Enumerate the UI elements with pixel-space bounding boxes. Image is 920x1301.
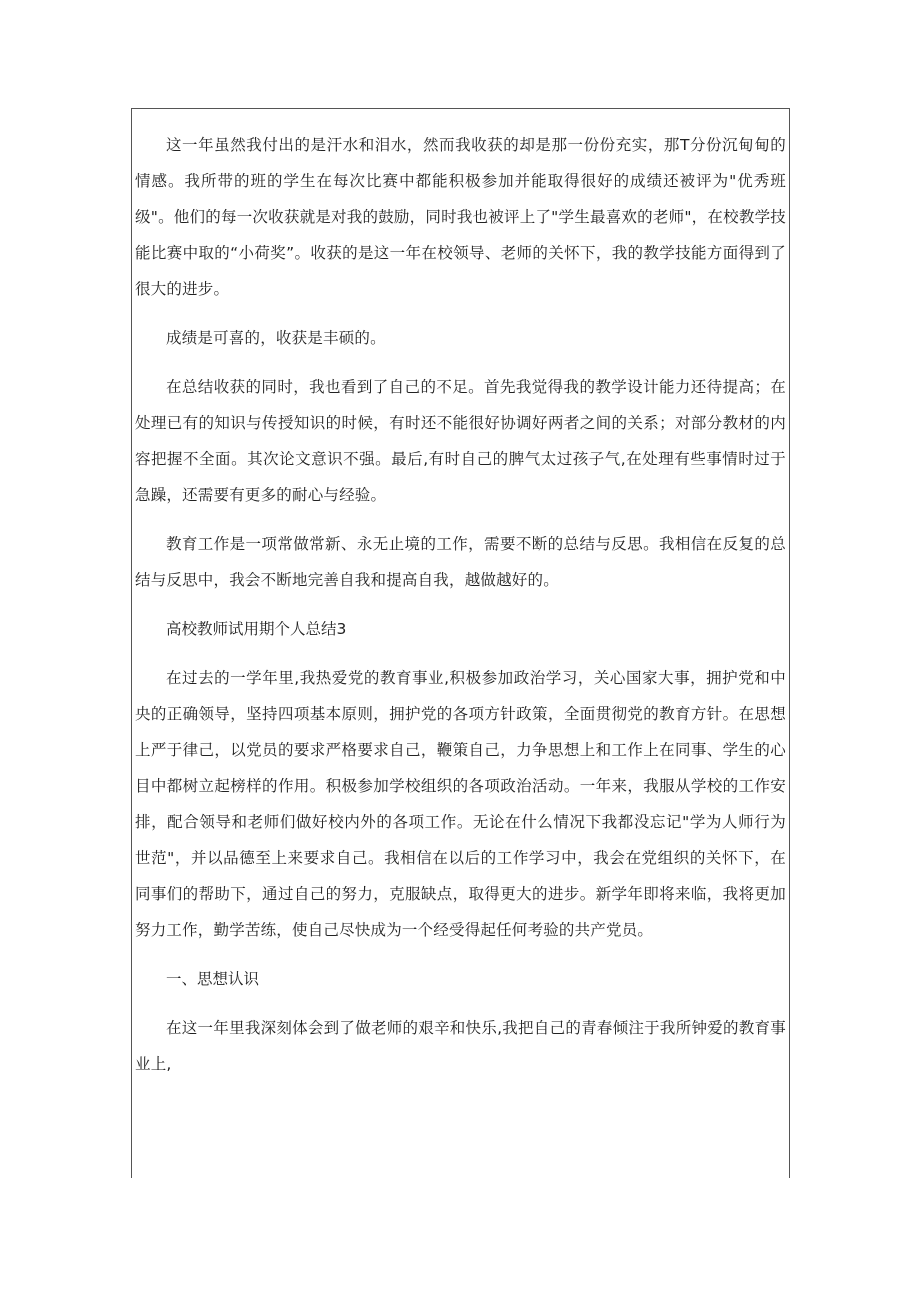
section-title: 高校教师试用期个人总结3 [166,620,347,638]
paragraph-shortcomings: 在总结收获的同时，我也看到了自己的不足。首先我觉得我的教学设计能力还待提高；在处理已有的知识与传授知识的时候，有时还不能很好协调好两者之间的关系；对部分教材的内容把握不全面。其次论文意识不强。最后,有时自己的脾气太过孩子气,在处理有些事情时过于急躁，还需要有更多的耐心与经验。 [135,378,786,504]
paragraph-reflection: 教育工作是一项常做常新、永无止境的工作，需要不断的总结与反思。我相信在反复的总结与反思中，我会不断地完善自我和提高自我，越做越好的。 [135,535,786,589]
paragraph-harvest: 这一年虽然我付出的是汗水和泪水，然而我收获的却是那一份份充实，那T分份沉甸甸的情感。我所带的班的学生在每次比赛中都能积极参加并能取得很好的成绩还被评为"优秀班级"。他们的每一次收获就是对我的鼓励，同时我也被评上了"学生最喜欢的老师"，在校教学技能比赛中取的“小荷奖”。收获的是这一年在校领导、老师的关怀下，我的教学技能方面得到了很大的进步。 [135,136,786,298]
document-body [135,127,786,1095]
paragraph-thoughts: 在这一年里我深刻体会到了做老师的艰辛和快乐,我把自己的青春倾注于我所钟爱的教育事业上, [135,1019,786,1073]
paragraph-political: 在过去的一学年里,我热爱党的教育事业,积极参加政治学习，关心国家大事，拥护党和中央的正确领导，坚持四项基本原则，拥护党的各项方针政策，全面贯彻党的教育方针。在思想上严于律己，以党员的要求严格要求自己，鞭策自己，力争思想上和工作上在同事、学生的心目中都树立起榜样的作用。积极参加学校组织的各项政治活动。一年来，我服从学校的工作安排，配合领导和老师们做好校内外的各项工作。无论在什么情况下我都没忘记"学为人师行为世范"，并以品德至上来要求自己。我相信在以后的工作学习中，我会在党组织的关怀下，在同事们的帮助下，通过自己的努力，克服缺点，取得更大的进步。新学年即将来临，我将更加努力工作，勤学苦练，使自己尽快成为一个经受得起任何考验的共产党员。 [135,669,786,939]
paragraph-achievement: 成绩是可喜的，收获是丰硕的。 [166,329,386,347]
document-page [131,108,790,1178]
subsection-title: 一、思想认识 [166,970,260,988]
